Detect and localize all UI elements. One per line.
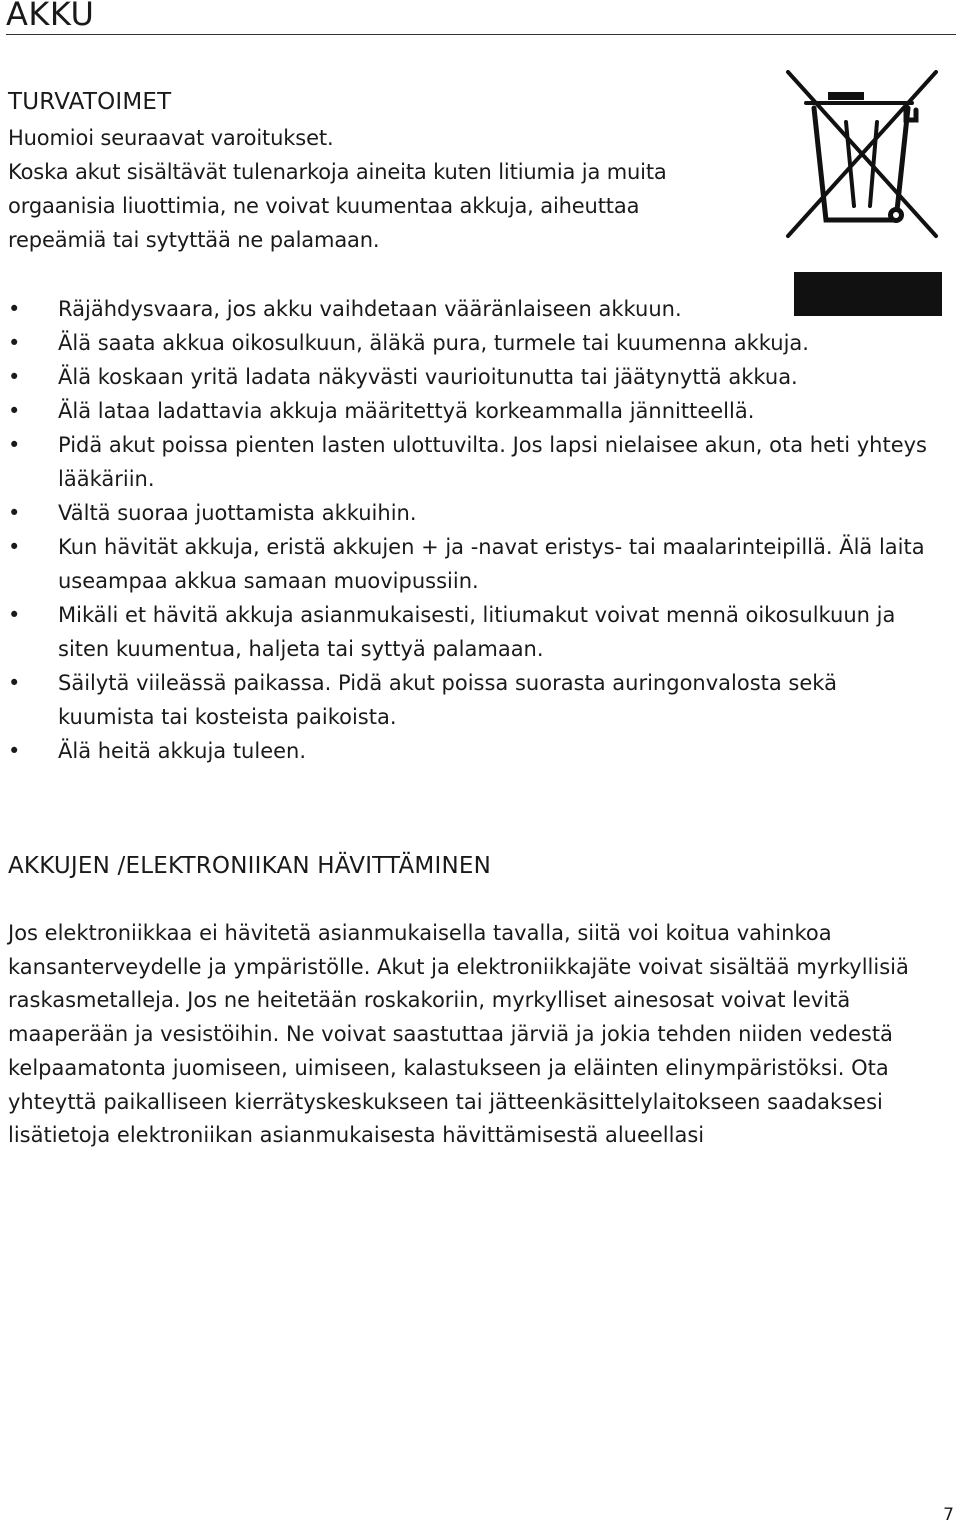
page-title: AKKU [6,0,95,33]
disposal-heading: AKKUJEN /ELEKTRONIIKAN HÄVITTÄMINEN [8,853,491,879]
list-item [8,292,938,326]
crossed-out-wheelie-bin-icon [784,70,944,318]
bullet: • [8,739,21,763]
list-item [8,598,938,666]
warning-text: Älä lataa ladattavia akkuja määritettyä korkeammalla jännitteellä. [58,399,755,423]
warning-text: Vältä suoraa juottamista akkuihin. [58,501,417,525]
warning-text: Säilytä viileässä paikassa. Pidä akut poissa suorasta auringonvalosta sekä kuumista tai kosteista paikoista. [58,671,837,729]
disposal-paragraph: Jos elektroniikkaa ei hävitetä asianmukaisella tavalla, siitä voi koitua vahinkoa kansanterveydelle ja ympäristölle. Akut ja elektroniikkajäte voivat sisältää myrkyllisiä raskasmetalleja. Jos ne heitetään roskakoriin, myrkylliset ainesosat voivat levitä maaperään ja vesistöihin. Ne voivat saastuttaa järviä ja jokia tehden niiden vedestä kelpaamatonta juomiseen, uimiseen, kalastukseen ja eläinten elinympäristöksi. Ota yhteyttä paikalliseen kierrätyskeskukseen tai jätteenkäsittelylaitokseen saadaksesi lisätietoja elektroniikan asianmukaisesta hävittämisestä alueellasi [8,921,909,1148]
warning-list [8,292,938,768]
list-item [8,530,938,598]
bullet: • [8,331,21,355]
bullet: • [8,535,21,559]
title-divider [6,34,956,35]
warning-text: Älä saata akkua oikosulkuun, äläkä pura, turmele tai kuumenna akkuja. [58,331,809,355]
bullet: • [8,433,21,457]
bullet: • [8,671,21,695]
intro-line: Koska akut sisältävät tulenarkoja aineita kuten litiumia ja muita [8,160,667,184]
bullet: • [8,297,21,321]
list-item [8,394,938,428]
bullet: • [8,399,21,423]
safety-heading: TURVATOIMET [8,89,172,115]
warning-text: Mikäli et hävitä akkuja asianmukaisesti, litiumakut voivat mennä oikosulkuun ja siten kuumentua, haljeta tai syttyä palamaan. [58,603,896,661]
intro-line: repeämiä tai sytyttää ne palamaan. [8,228,380,252]
list-item [8,666,938,734]
warning-text: Älä koskaan yritä ladata näkyvästi vaurioitunutta tai jäätynyttä akkua. [58,365,798,389]
warning-text: Älä heitä akkuja tuleen. [58,739,307,763]
warning-text: Pidä akut poissa pienten lasten ulottuvilta. Jos lapsi nielaisee akun, ota heti yhteys lääkäriin. [58,433,927,491]
list-item [8,496,938,530]
warning-text: Kun hävität akkuja, eristä akkujen + ja -navat eristys- tai maalarinteipillä. Älä laita useampaa akkua samaan muovipussiin. [58,535,925,593]
safety-intro [8,121,748,257]
list-item [8,428,938,496]
list-item [8,326,938,360]
intro-line: orgaanisia liuottimia, ne voivat kuumentaa akkuja, aiheuttaa [8,194,640,218]
bullet: • [8,501,21,525]
list-item [8,734,938,768]
bullet: • [8,603,21,627]
list-item [8,360,938,394]
intro-line: Huomioi seuraavat varoitukset. [8,126,334,150]
page-number: 7 [943,1505,954,1525]
bullet: • [8,365,21,389]
warning-text: Räjähdysvaara, jos akku vaihdetaan vääränlaiseen akkuun. [58,297,682,321]
